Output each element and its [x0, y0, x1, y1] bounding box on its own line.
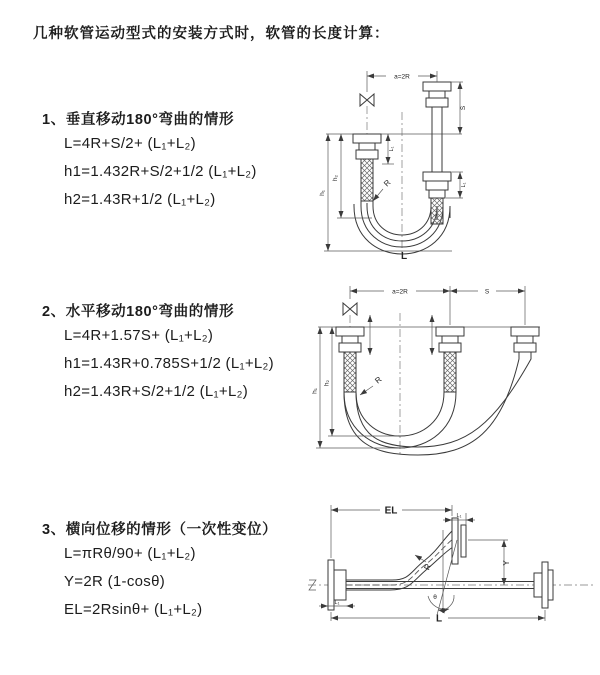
formula-length: L=4R+S/2+ (L₁+L₂): [64, 135, 196, 152]
formula-length: L=4R+1.57S+ (L₁+L₂): [64, 327, 214, 344]
dim-label-h1: h₁: [319, 190, 326, 196]
dim-label-width: a=2R: [394, 73, 410, 81]
dim-label-h1: h₁: [311, 388, 319, 394]
dim-label-s: S: [460, 105, 467, 111]
diagram-lateral-displacement: [302, 500, 597, 632]
dim-label-width: a=2R: [392, 288, 408, 296]
formula-h2: h2=1.43R+S/2+1/2 (L₁+L₂): [64, 383, 249, 400]
hose-centerline: [346, 539, 453, 585]
section-1: [42, 108, 322, 208]
dim-label-theta: θ: [433, 594, 437, 601]
section-3-formulas: [64, 546, 322, 618]
right-pipe: [423, 82, 451, 224]
formula-h1: h1=1.432R+S/2+1/2 (L₁+L₂): [64, 163, 257, 180]
dim-label-radius: R: [382, 178, 393, 189]
hose-u-bend-position2: [344, 352, 531, 455]
dim-label-l1-left: L₁: [389, 146, 395, 152]
flange-fitting: [423, 172, 451, 181]
middle-pipe: [436, 327, 464, 392]
section-1-heading: 1、垂直移动180°弯曲的情形: [42, 112, 235, 128]
flange-fitting: [423, 82, 451, 91]
formula-y: Y=2R (1-cosθ): [64, 573, 166, 590]
dim-label-length: L: [435, 613, 443, 625]
braided-hose: [361, 159, 373, 201]
section-2-formulas: [64, 328, 322, 400]
formula-h1: h1=1.43R+0.785S+1/2 (L₁+L₂): [64, 355, 274, 372]
dim-label-s: S: [484, 288, 490, 296]
diagram-vertical-bend: [312, 68, 562, 260]
right-pipe: [511, 327, 539, 352]
section-2-heading: 2、水平移动180°弯曲的情形: [42, 304, 235, 320]
braided-hose: [444, 352, 456, 392]
formula-length: L=πRθ/90+ (L₁+L₂): [64, 545, 196, 562]
diagram-horizontal-bend: [310, 283, 597, 459]
upper-flange: [452, 518, 466, 564]
angle-arc: [428, 596, 449, 609]
section-3-heading: 3、横向位移的情形（一次性变位）: [42, 522, 278, 538]
flange-fitting: [336, 327, 364, 336]
dim-label-el: EL: [384, 505, 398, 517]
dim-label-length: L: [400, 251, 408, 260]
braided-hose: [431, 198, 443, 224]
construction-lines: [415, 530, 457, 615]
braided-hose: [344, 352, 356, 392]
formula-el: EL=2Rsinθ+ (L₁+L₂): [64, 601, 203, 618]
dim-label-l1-left: L₁: [334, 600, 340, 606]
flange-fitting: [436, 327, 464, 336]
dim-label-y: Y: [502, 560, 511, 566]
dim-label-l1-right: L₁: [461, 182, 467, 188]
flange-fitting: [353, 134, 381, 143]
valve-icon: [343, 303, 357, 315]
flange-fitting: [511, 327, 539, 336]
dim-label-h2: h₂: [323, 379, 331, 387]
dim-label-l1-top: L₁: [456, 513, 462, 519]
valve-icon: [360, 94, 374, 106]
page-title: 几种软管运动型式的安装方式时，软管的长度计算：: [33, 26, 390, 42]
formula-h2: h2=1.43R+1/2 (L₁+L₂): [64, 191, 216, 208]
section-2: [42, 300, 322, 400]
dim-label-radius: R: [422, 562, 434, 572]
section-1-formulas: [64, 136, 322, 208]
section-3: [42, 518, 322, 618]
right-flange: [534, 562, 553, 608]
dim-label-radius: R: [373, 374, 384, 386]
dim-label-h2: h₂: [332, 174, 339, 182]
